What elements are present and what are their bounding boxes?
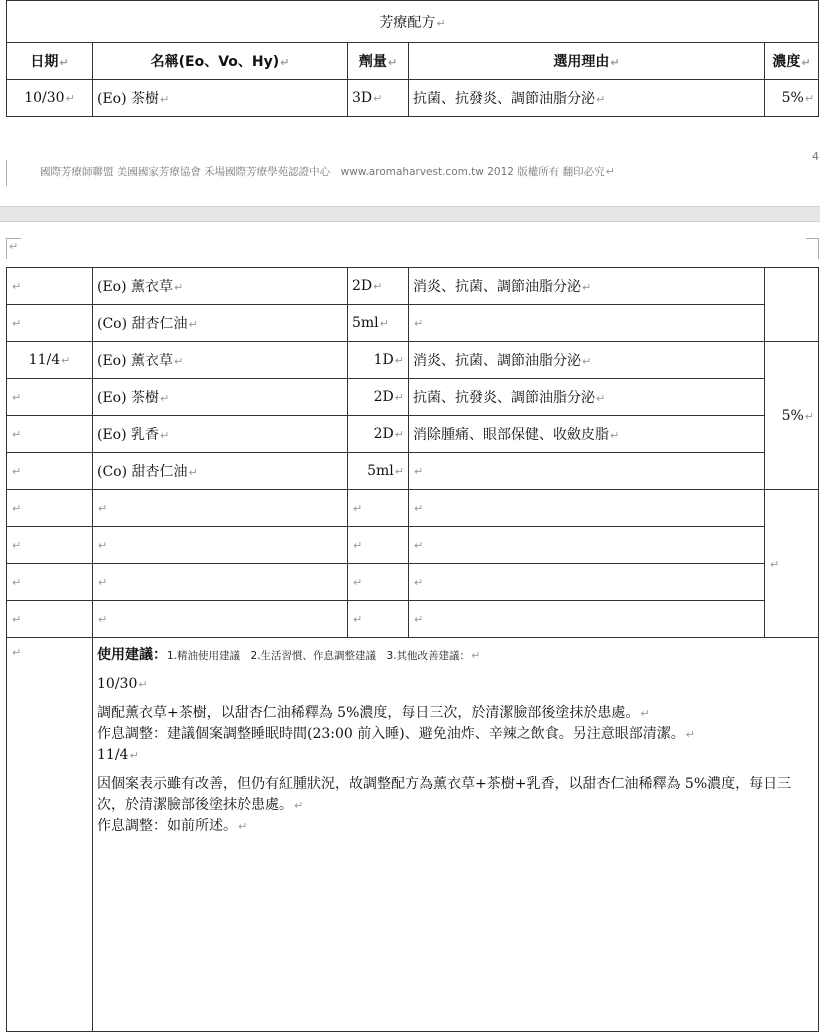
cell-date[interactable]: ↵: [7, 564, 93, 601]
cell-dose[interactable]: 2D↵: [348, 379, 409, 416]
cell-name[interactable]: (Co) 甜杏仁油↵: [93, 305, 348, 342]
cell-name[interactable]: (Eo) 薰衣草↵: [93, 268, 348, 305]
cell-name[interactable]: (Eo) 乳香↵: [93, 416, 348, 453]
table-row: [7, 305, 819, 342]
header-dose: 劑量↵: [348, 43, 409, 80]
suggestion-cell[interactable]: [93, 638, 819, 1032]
cell-dose[interactable]: 3D↵: [348, 80, 409, 117]
suggestion-heading: 使用建議：1.精油使用建議 2.生活習慣、作息調整建議 3.其他改善建議：↵: [97, 647, 481, 663]
cell-dose[interactable]: ↵: [348, 490, 409, 527]
formula-table-continued: [6, 267, 819, 1032]
cell-date[interactable]: ↵: [7, 416, 93, 453]
cell-dose[interactable]: 5ml↵: [348, 305, 409, 342]
table-row: [7, 453, 819, 490]
cell-reason[interactable]: ↵: [409, 305, 765, 342]
cell-name[interactable]: (Eo) 茶樹↵: [93, 379, 348, 416]
suggestion-row: [7, 638, 819, 1032]
table-row: [7, 601, 819, 638]
suggestion-paragraph-4: 作息調整：如前所述。↵: [97, 818, 248, 834]
cell-concentration[interactable]: 5%↵: [765, 80, 819, 117]
cell-name[interactable]: ↵: [93, 564, 348, 601]
page-footer: 國際芳療師聯盟 美國國家芳療協會 禾場國際芳療學苑認證中心 www.aromaharvest.com.tw 2012 版權所有 翻印必究↵: [40, 165, 615, 178]
cell-date[interactable]: ↵: [7, 268, 93, 305]
cell-reason[interactable]: ↵: [409, 453, 765, 490]
suggestion-paragraph-3: 因個案表示雖有改善，但仍有紅腫狀況，故調整配方為薰衣草+茶樹+乳香，以甜杏仁油稀釋為 5%濃度，每日三次，於清潔臉部後塗抹於患處。↵: [97, 776, 792, 813]
header-date: 日期↵: [7, 43, 93, 80]
page-margin-corner-right: [806, 238, 819, 259]
cell-date[interactable]: ↵: [7, 453, 93, 490]
cell-reason[interactable]: 消炎、抗菌、調節油脂分泌↵: [409, 342, 765, 379]
cell-dose[interactable]: 2D↵: [348, 268, 409, 305]
cell-dose[interactable]: 2D↵: [348, 416, 409, 453]
cell-reason[interactable]: ↵: [409, 490, 765, 527]
table-row: [7, 80, 819, 117]
suggestion-paragraph-2: 作息調整：建議個案調整睡眠時間(23:00 前入睡)、避免油炸、辛辣之飲食。另注意眼部清潔。↵: [97, 726, 695, 742]
table-row: [7, 416, 819, 453]
cell-name[interactable]: ↵: [93, 527, 348, 564]
cell-concentration-empty[interactable]: [765, 268, 819, 342]
suggestion-date-1: 10/30↵: [97, 676, 148, 692]
table-title: 芳療配方: [379, 14, 436, 31]
formula-table-top: [6, 0, 819, 117]
header-name: 名稱(Eo、Vo、Hy)↵: [93, 43, 348, 80]
cell-concentration[interactable]: 5%↵: [765, 342, 819, 490]
page-number: 4: [812, 150, 819, 163]
suggestion-date-2: 11/4↵: [97, 747, 139, 763]
cell-reason[interactable]: 消除腫痛、眼部保健、收斂皮脂↵: [409, 416, 765, 453]
cell-date[interactable]: ↵: [7, 379, 93, 416]
table-row: [7, 490, 819, 527]
cell-name[interactable]: (Eo) 薰衣草↵: [93, 342, 348, 379]
cell-dose[interactable]: ↵: [348, 527, 409, 564]
cell-dose[interactable]: ↵: [348, 564, 409, 601]
cell-reason[interactable]: 抗菌、抗發炎、調節油脂分泌↵: [409, 80, 765, 117]
cell-name[interactable]: (Eo) 茶樹↵: [93, 80, 348, 117]
cell-concentration-empty[interactable]: ↵: [765, 490, 819, 638]
header-concentration: 濃度↵: [765, 43, 819, 80]
cell-dose[interactable]: ↵: [348, 601, 409, 638]
cell-date[interactable]: ↵: [7, 601, 93, 638]
cell-reason[interactable]: 抗菌、抗發炎、調節油脂分泌↵: [409, 379, 765, 416]
cell-reason[interactable]: ↵: [409, 601, 765, 638]
page-gap: [0, 206, 820, 222]
cell-name[interactable]: ↵: [93, 490, 348, 527]
table-row: [7, 342, 819, 379]
table-row: [7, 527, 819, 564]
header-reason: 選用理由↵: [409, 43, 765, 80]
cell-date[interactable]: 11/4↵: [7, 342, 93, 379]
cell-name[interactable]: (Co) 甜杏仁油↵: [93, 453, 348, 490]
table-row: [7, 268, 819, 305]
cell-reason[interactable]: ↵: [409, 564, 765, 601]
cell-date[interactable]: ↵: [7, 490, 93, 527]
cell-date[interactable]: ↵: [7, 638, 93, 1032]
paragraph-mark: ↵: [9, 240, 19, 253]
cell-date[interactable]: ↵: [7, 305, 93, 342]
cell-name[interactable]: ↵: [93, 601, 348, 638]
table-title-cell: 芳療配方↵: [7, 1, 819, 43]
cell-reason[interactable]: 消炎、抗菌、調節油脂分泌↵: [409, 268, 765, 305]
table-row: [7, 564, 819, 601]
cell-reason[interactable]: ↵: [409, 527, 765, 564]
suggestion-paragraph-1: 調配薰衣草+茶樹，以甜杏仁油稀釋為 5%濃度，每日三次，於清潔臉部後塗抹於患處。↵: [97, 705, 650, 721]
cell-date[interactable]: ↵: [7, 527, 93, 564]
cell-dose[interactable]: 5ml↵: [348, 453, 409, 490]
table-row: [7, 379, 819, 416]
cell-dose[interactable]: 1D↵: [348, 342, 409, 379]
cell-date[interactable]: 10/30↵: [7, 80, 93, 117]
